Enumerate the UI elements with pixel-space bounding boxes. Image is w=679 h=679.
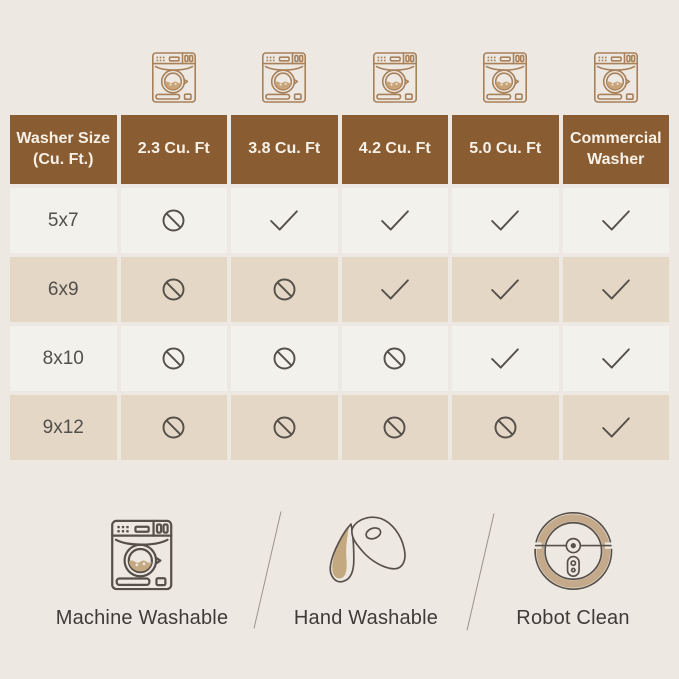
washing-machine-icon	[372, 46, 418, 104]
prohibited-icon	[121, 257, 228, 322]
table-row-label	[10, 257, 117, 322]
prohibited-icon	[121, 395, 228, 460]
check-icon	[563, 326, 670, 391]
washer-compatibility-table	[10, 115, 669, 460]
check-icon	[452, 257, 559, 322]
washing-machine-icon	[261, 46, 307, 104]
legend-item-hand-washable	[294, 504, 438, 630]
table-header-4-2-cuft: 4.2 Cu. Ft	[342, 115, 449, 184]
washing-machine-icon	[231, 46, 338, 104]
rug-size-label: 9x12	[42, 416, 84, 438]
prohibited-icon	[231, 326, 338, 391]
legend-item-machine-washable	[56, 504, 229, 630]
washing-machine-icon	[110, 511, 174, 592]
table-header-3-8-cuft: 3.8 Cu. Ft	[231, 115, 338, 184]
table-header-commercial: Commercial Washer	[563, 115, 670, 184]
table-row-label	[10, 326, 117, 391]
rug-size-label: 8x10	[42, 347, 84, 369]
check-icon	[342, 188, 449, 253]
legend-divider	[467, 513, 495, 630]
washer-icons-row	[10, 0, 669, 104]
prohibited-icon	[342, 326, 449, 391]
washing-machine-icon	[452, 46, 559, 104]
table-header-2-3-cuft: 2.3 Cu. Ft	[121, 115, 228, 184]
table-row-label	[10, 395, 117, 460]
robot-vacuum-icon	[532, 504, 614, 592]
check-icon	[563, 188, 670, 253]
legend-label: Robot Clean	[516, 607, 630, 629]
legend-label: Hand Washable	[293, 607, 439, 629]
table-row-label	[10, 188, 117, 253]
washing-machine-icon	[563, 46, 670, 104]
prohibited-icon	[231, 395, 338, 460]
legend-item-robot-clean	[516, 504, 629, 630]
prohibited-icon	[121, 188, 228, 253]
hand-wash-icon	[317, 504, 415, 592]
washing-machine-icon	[482, 46, 528, 104]
prohibited-icon	[121, 326, 228, 391]
check-icon	[452, 188, 559, 253]
care-methods-legend	[0, 504, 679, 674]
washing-machine-icon	[110, 504, 174, 592]
washing-machine-icon	[593, 46, 639, 104]
prohibited-icon	[342, 395, 449, 460]
prohibited-icon	[231, 257, 338, 322]
check-icon	[452, 326, 559, 391]
table-header-5-0-cuft: 5.0 Cu. Ft	[452, 115, 559, 184]
legend-divider	[254, 511, 282, 628]
rug-size-label: 5x7	[47, 209, 79, 231]
rug-size-label: 6x9	[47, 278, 79, 300]
empty-corner	[10, 46, 117, 104]
legend-label: Machine Washable	[55, 607, 229, 629]
washing-machine-icon	[121, 46, 228, 104]
check-icon	[563, 257, 670, 322]
check-icon	[231, 188, 338, 253]
table-header-washer-size: Washer Size (Cu. Ft.)	[10, 115, 117, 184]
washing-machine-icon	[342, 46, 449, 104]
washing-machine-icon	[151, 46, 197, 104]
check-icon	[342, 257, 449, 322]
prohibited-icon	[452, 395, 559, 460]
check-icon	[563, 395, 670, 460]
